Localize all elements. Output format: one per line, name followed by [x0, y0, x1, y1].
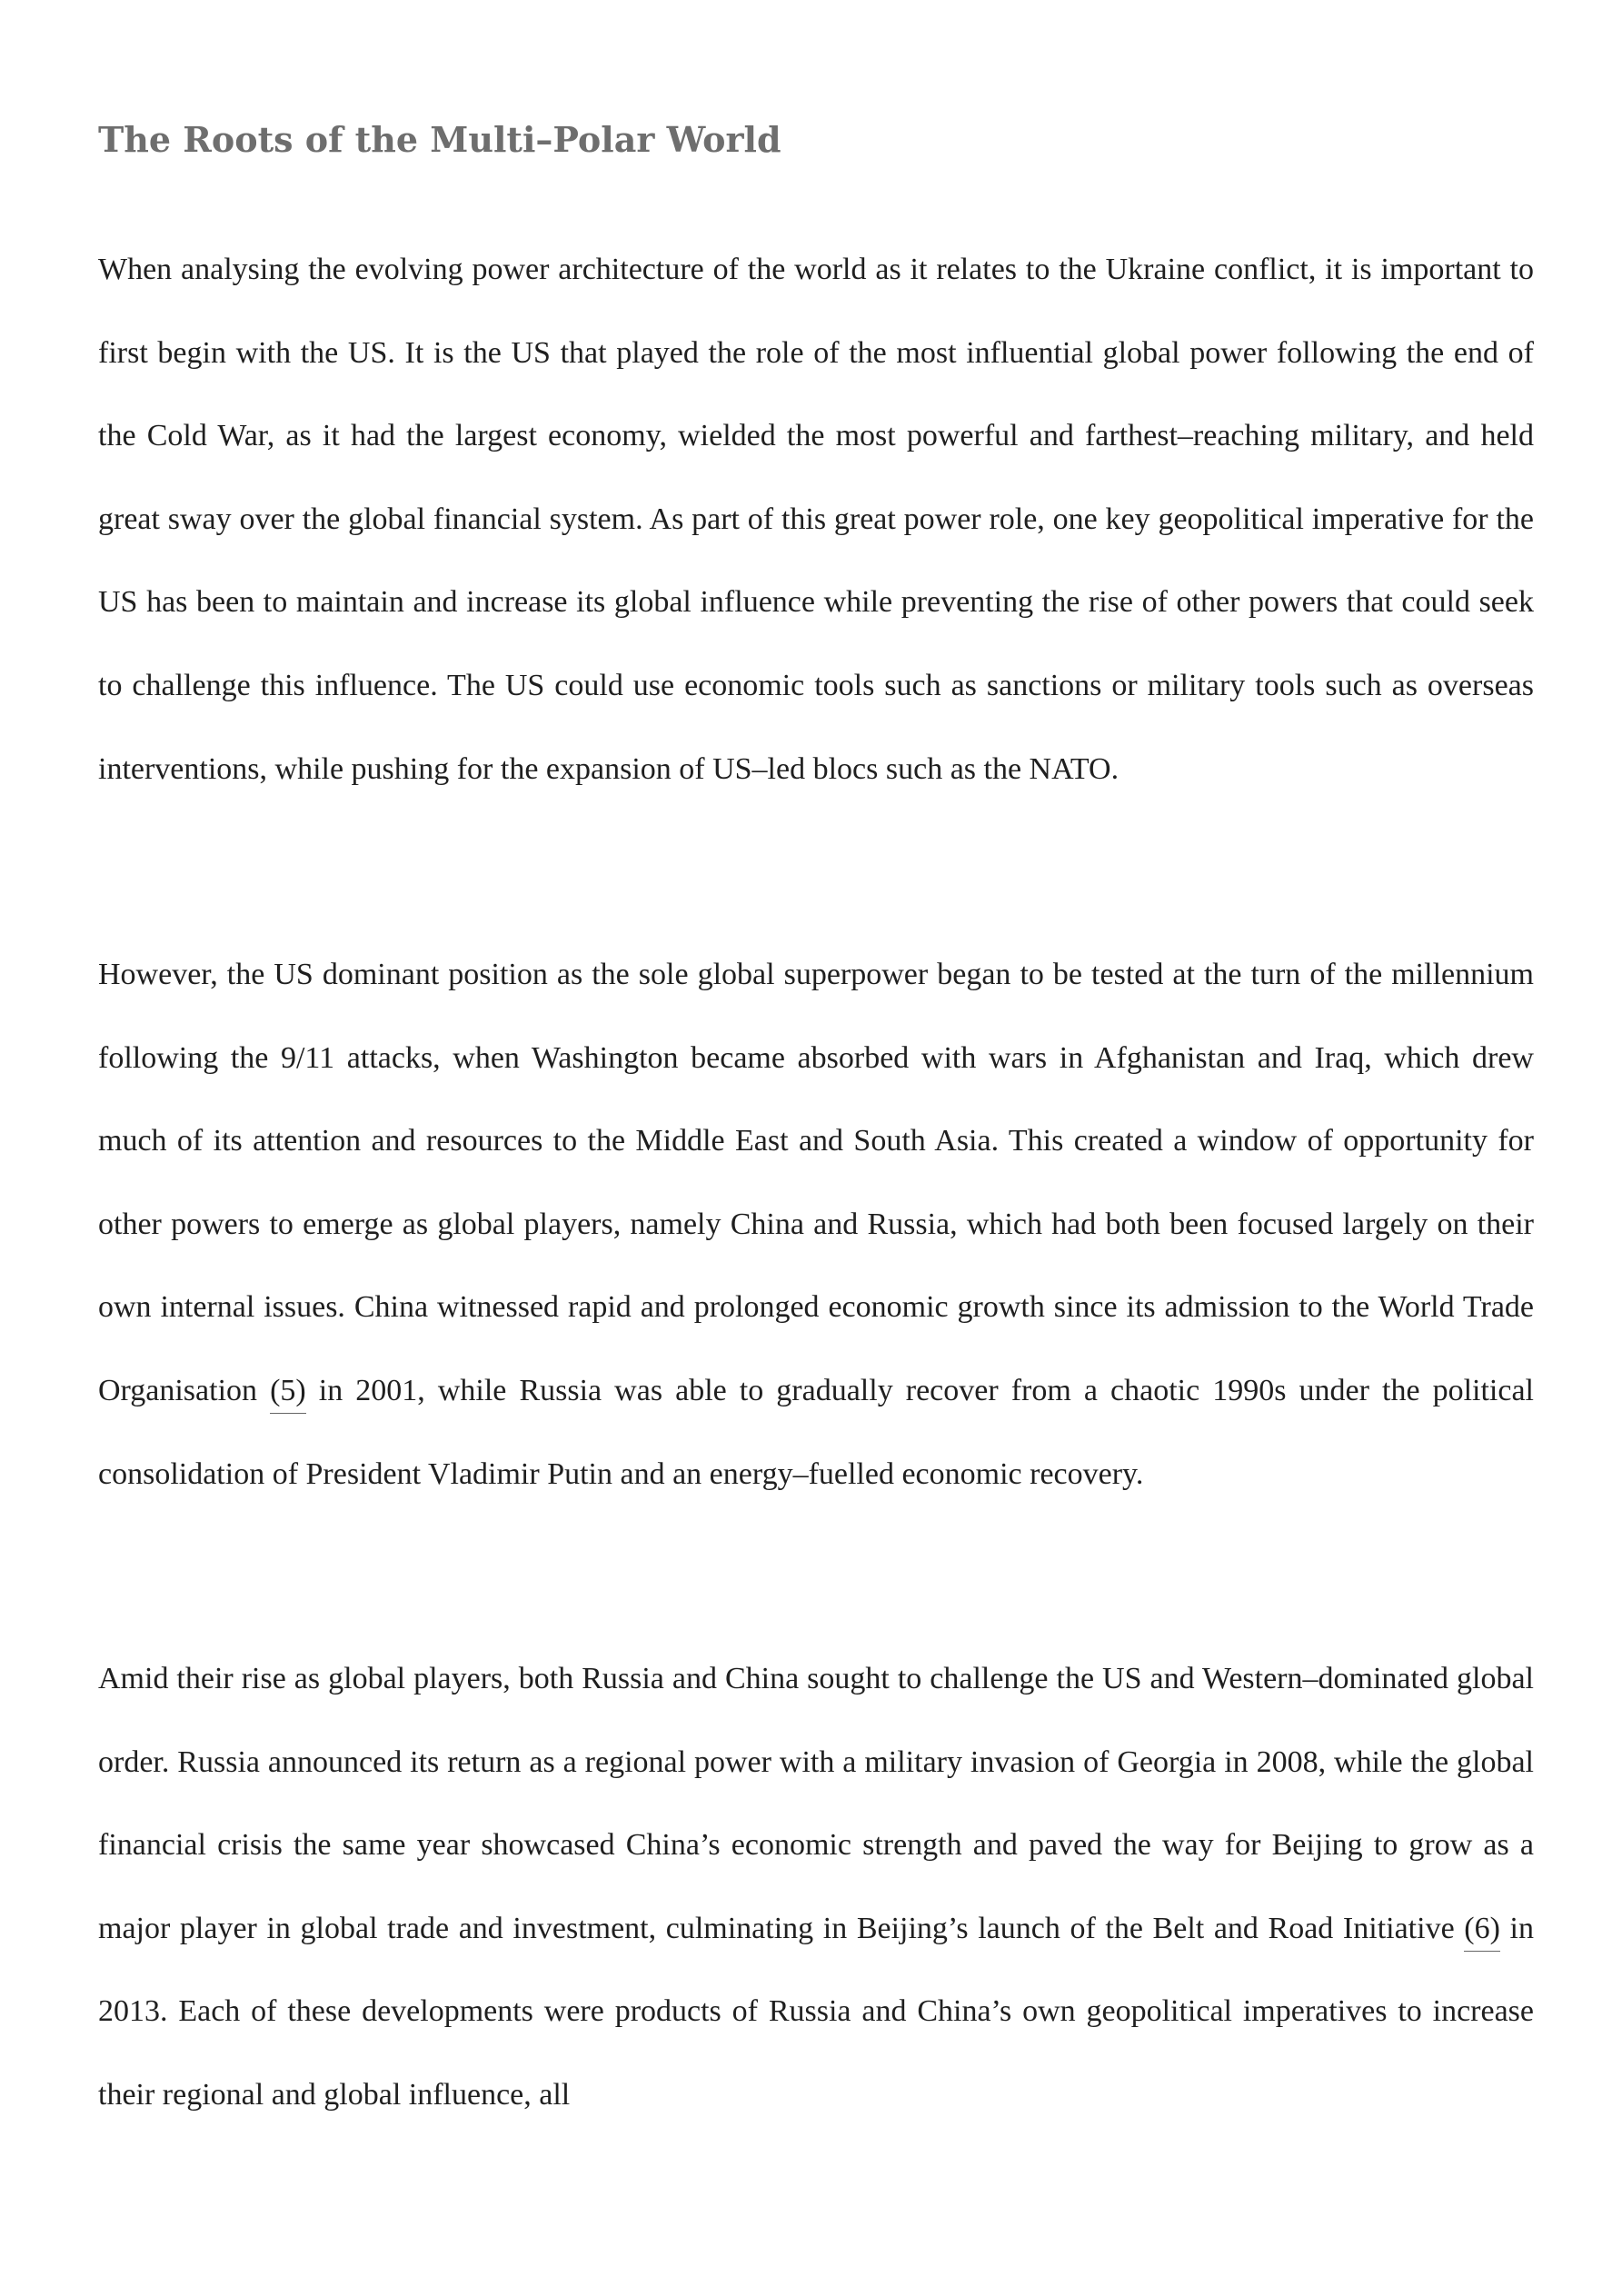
- paragraph-text: in 2001, while Russia was able to gradually recover from a chaotic 1990s under the political consolidation of President Vladimir Putin and an energy–fuelled economic recovery.: [98, 1373, 1534, 1491]
- paragraph-text: However, the US dominant position as the sole global superpower began to be tested at the turn of the millennium following the 9/11 attacks, when Washington became absorbed with wars in Afghanistan and Iraq, which drew much of its attention and resources to the Middle East and South Asia. This created a window of opportunity for other powers to emerge as global players, namely China and Russia, which had both been focused largely on their own internal issues. China witnessed rapid and prolonged economic growth since its admission to the World Trade Organisation: [98, 958, 1534, 1407]
- paragraph-us-power: [98, 228, 1534, 810]
- paragraph-text: in 2013. Each of these developments were products of Russia and China’s own geopolitical imperatives to increase their regional and global influence, all: [98, 1911, 1534, 2112]
- footnote-reference-5[interactable]: (5): [270, 1373, 306, 1414]
- paragraph-us-tested: [98, 933, 1534, 1516]
- paragraph-russia-china-rise: [98, 1637, 1534, 2137]
- footnote-reference-6[interactable]: (6): [1464, 1911, 1500, 1952]
- paragraph-text: Amid their rise as global players, both Russia and China sought to challenge the US and Western–dominated global order. Russia announced its return as a regional power with a military invasion of Georgia in 2008, while the global financial crisis the same year showcased China’s economic strength and paved the way for Beijing to grow as a major player in global trade and investment, culminating in Beijing’s launch of the Belt and Road Initiative: [98, 1662, 1534, 1945]
- document-title: The Roots of the Multi–Polar World: [98, 119, 781, 160]
- paragraph-text: When analysing the evolving power architecture of the world as it relates to the Ukraine conflict, it is important to first begin with the US. It is the US that played the role of the most influential global power following the end of the Cold War, as it had the largest economy, wielded the most powerful and farthest–reaching military, and held great sway over the global financial system. As part of this great power role, one key geopolitical imperative for the US has been to maintain and increase its global influence while preventing the rise of other powers that could seek to challenge this influence. The US could use economic tools such as sanctions or military tools such as overseas interventions, while pushing for the expansion of US–led blocs such as the NATO.: [98, 253, 1534, 786]
